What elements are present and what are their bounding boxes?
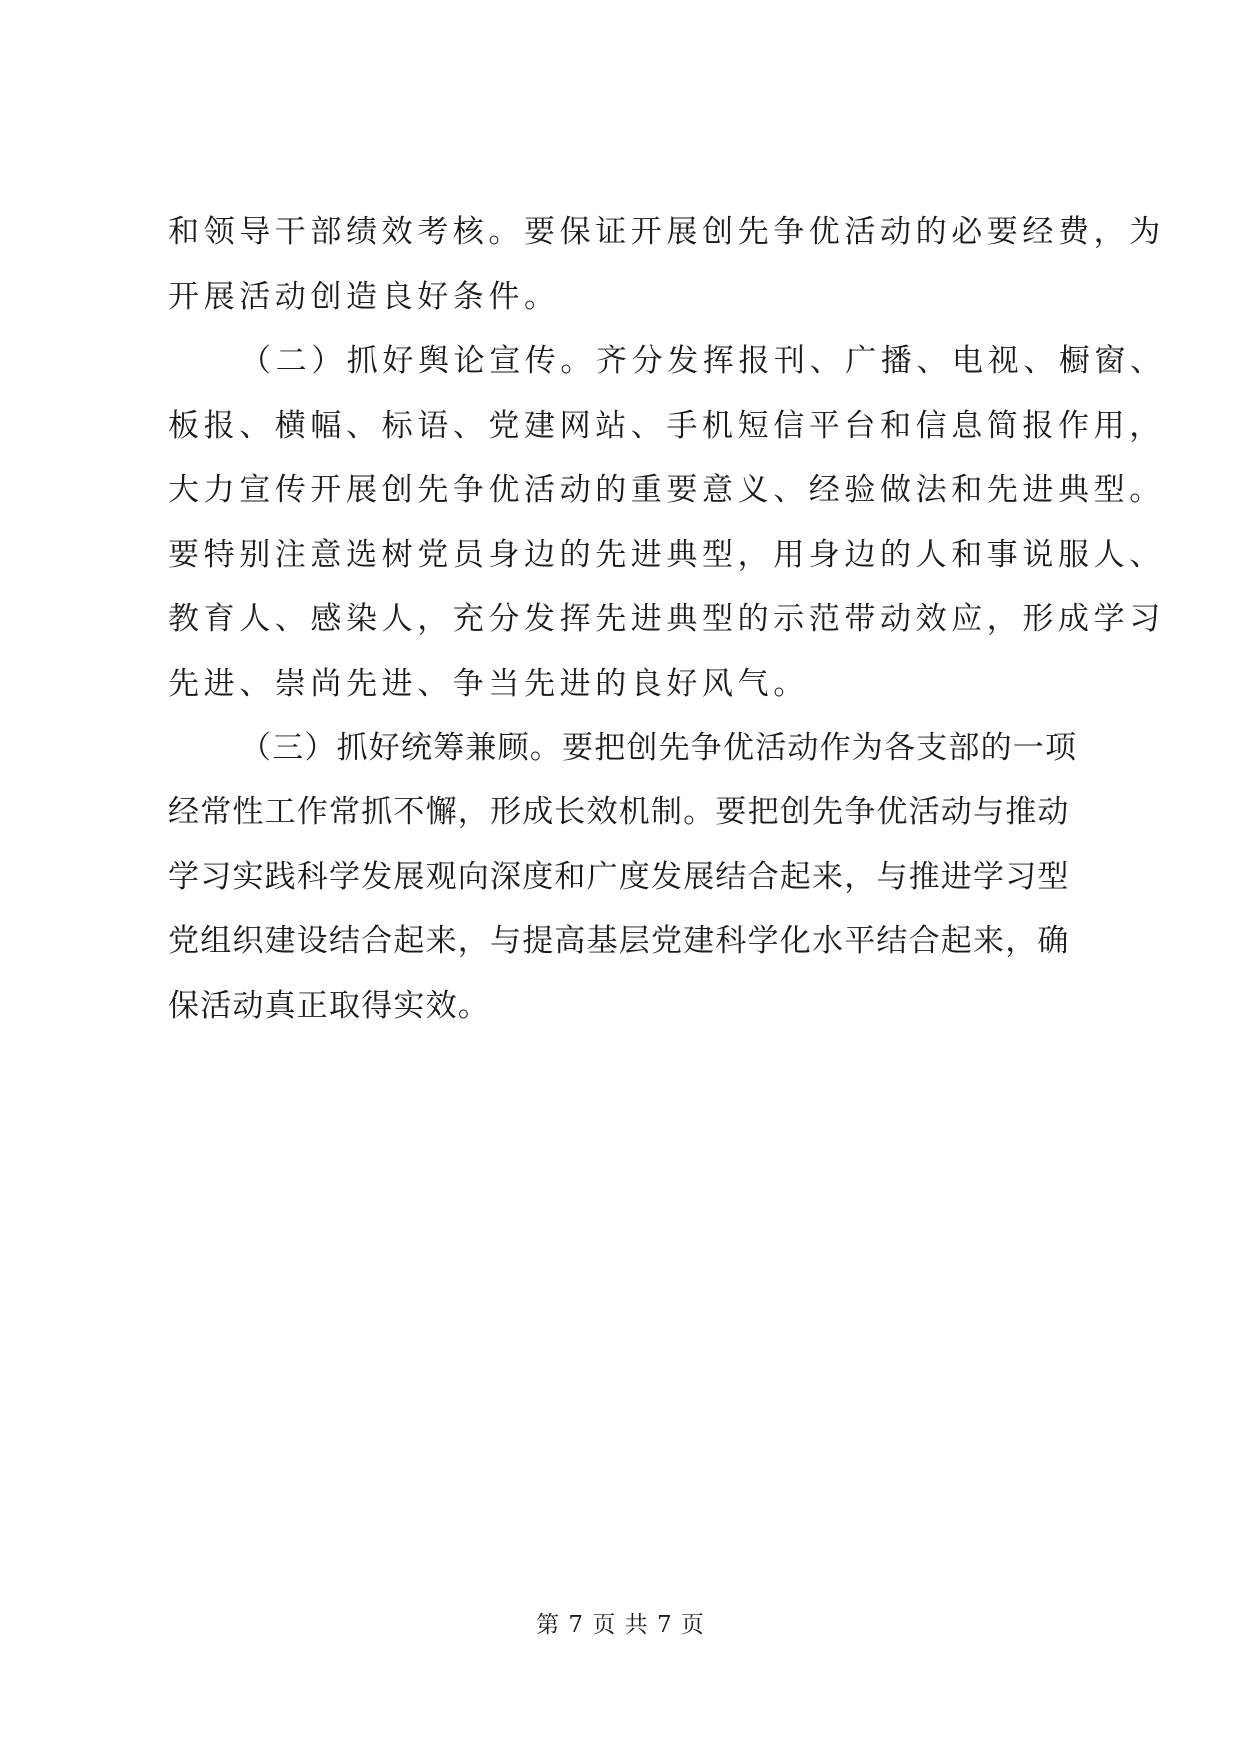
paragraph-2-line-4: 要特别注意选树党员身边的先进典型，用身边的人和事说服人、 [168,537,1165,573]
paragraph-3-line-1: （三）抓好统筹兼顾。要把创先争优活动作为各支部的一项 [240,730,1078,766]
paragraph-1-line-2: 开展活动创造良好条件。 [168,279,560,315]
page-number-footer: 第 7 页 共 7 页 [536,1612,705,1638]
paragraph-3-line-2: 经常性工作常抓不懈，形成长效机制。要把创先争优活动与推动 [168,794,1070,830]
paragraph-3-line-3: 学习实践科学发展观向深度和广度发展结合起来，与推进学习型 [168,859,1070,895]
paragraph-2-line-5: 教育人、感染人，充分发挥先进典型的示范带动效应，形成学习 [168,601,1165,637]
paragraph-1-line-1: 和领导干部绩效考核。要保证开展创先争优活动的必要经费，为 [168,214,1165,250]
paragraph-3-line-4: 党组织建设结合起来，与提高基层党建科学化水平结合起来，确 [168,923,1070,959]
paragraph-3-line-5: 保活动真正取得实效。 [168,988,490,1024]
paragraph-2-line-2: 板报、横幅、标语、党建网站、手机短信平台和信息简报作用， [168,408,1165,444]
paragraph-2-line-6: 先进、崇尚先进、争当先进的良好风气。 [168,666,809,702]
paragraph-2-line-1: （二）抓好舆论宣传。齐分发挥报刊、广播、电视、橱窗、 [240,343,1166,379]
paragraph-2-line-3: 大力宣传开展创先争优活动的重要意义、经验做法和先进典型。 [168,472,1165,508]
